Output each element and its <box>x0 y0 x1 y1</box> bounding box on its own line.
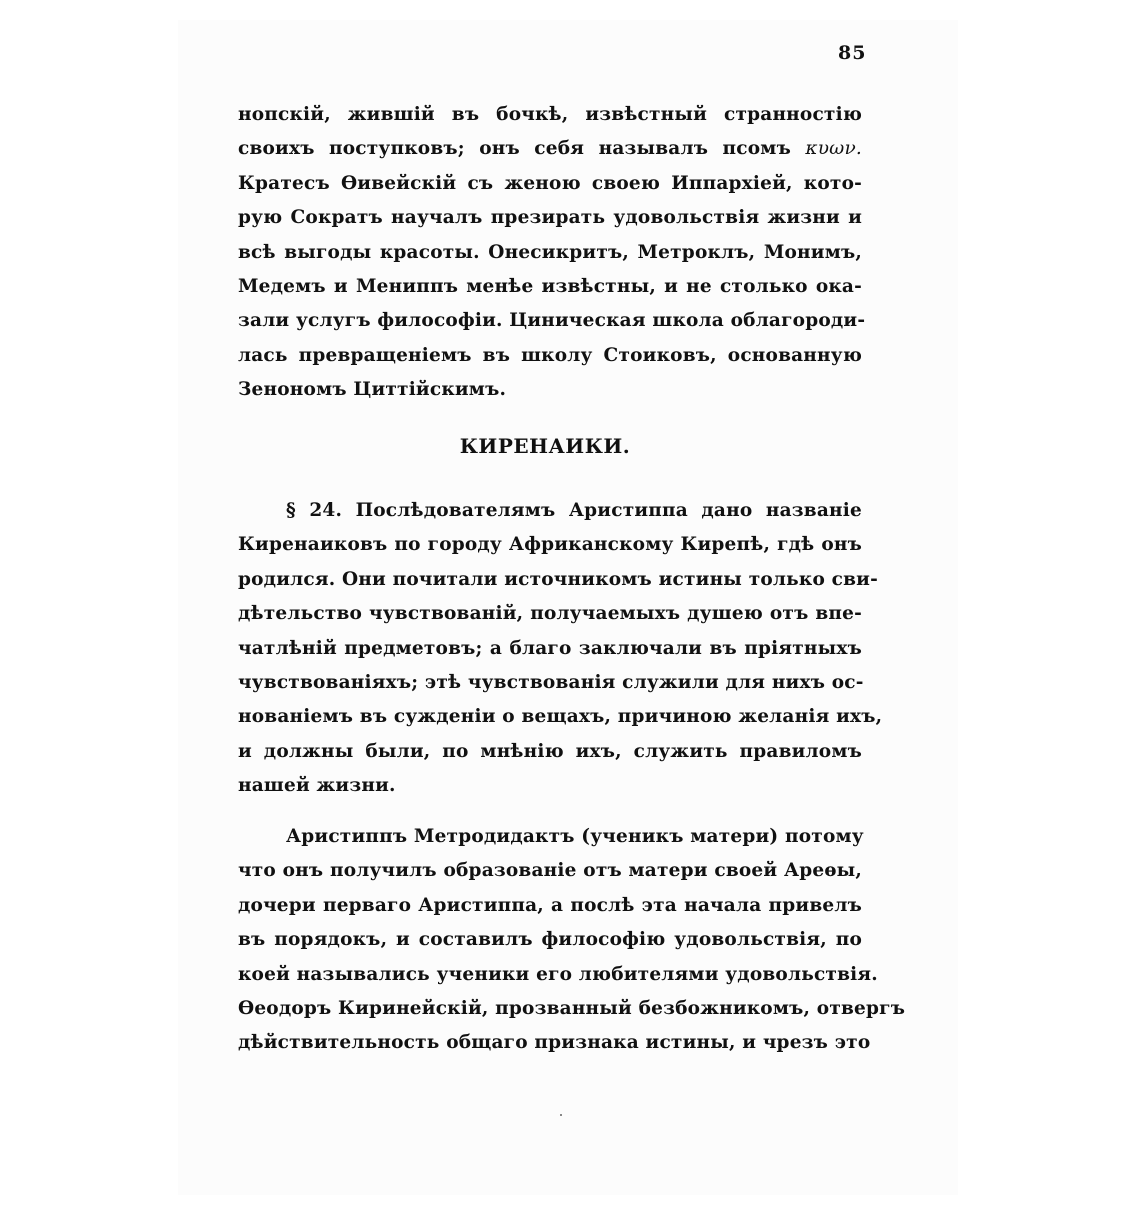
text-line: и должны были, по мнѣнію ихъ, служить правиломъ <box>238 740 862 762</box>
text-line: нопскій, жившій въ бочкѣ, извѣстный странностію <box>238 104 862 125</box>
text-line: чувствованіяхъ; этѣ чувствованія служили для нихъ ос- <box>238 671 864 693</box>
text-line: Киренаиковъ по городу Африканскому Кирепѣ, гдѣ онъ <box>238 534 862 556</box>
text-line: всѣ выгоды красоты. Онесикритъ, Метроклъ, Монимъ, <box>238 241 862 263</box>
text-line: что онъ получилъ образованіе отъ матери своей Ареѳы, <box>238 860 862 882</box>
text-line: коей назывались ученики его любителями удовольствія. <box>238 963 878 985</box>
text-line: нованіемъ въ сужденіи о вещахъ, причиною желанія ихъ, <box>238 706 883 728</box>
paragraph-aristippus-metrodidactus <box>238 820 906 1061</box>
text-line: Ѳеодоръ Киринейскій, прозванный безбожникомъ, отвергъ <box>238 997 906 1019</box>
text-line: лась превращеніемъ въ школу Стоиковъ, основанную <box>238 344 862 366</box>
text-line: дочери перваго Аристиппа, а послѣ эта начала привелъ <box>238 894 862 916</box>
paragraph-section-24 <box>238 494 883 804</box>
text-line: § 24. Послѣдователямъ Аристиппа дано названіе <box>286 500 862 521</box>
text-line: зали услугъ философіи. Циническая школа облагороди- <box>238 310 866 332</box>
paragraph-cynics-continuation <box>238 98 866 408</box>
text-line: рую Сократъ научалъ презирать удовольствія жизни и <box>238 207 862 229</box>
text-line: дѣйствительность общаго признака истины, и чрезъ это <box>238 1032 871 1054</box>
text-line: родился. Они почитали источникомъ истины только сви- <box>238 568 878 590</box>
text-line: Кратесъ Ѳивейскій съ женою своею Иппархіей, кото- <box>238 172 862 194</box>
text-line: Медемъ и Мениппъ менѣе извѣстны, и не столько ока- <box>238 275 862 297</box>
text-line: дѣтельство чувствованій, получаемыхъ душею отъ впе- <box>238 603 862 625</box>
greek-word: κυων. <box>805 138 862 160</box>
text-line: чатлѣній предметовъ; а благо заключали въ пріятныхъ <box>238 637 862 659</box>
text-line: своихъ поступковъ; онъ себя называлъ псомъ <box>238 138 791 160</box>
text-line: нашей жизни. <box>238 775 396 797</box>
text-line-with-greek <box>238 132 862 166</box>
text-line: въ порядокъ, и составилъ философію удовольствія, по <box>238 929 862 951</box>
text-line: Зенономъ Циттійскимъ. <box>238 379 507 401</box>
page-number: 85 <box>838 42 867 64</box>
scan-speck <box>560 1114 562 1116</box>
text-line: Аристиппъ Метродидактъ (ученикъ матери) потому <box>286 826 864 847</box>
section-heading: КИРЕНАИКИ. <box>459 434 631 458</box>
